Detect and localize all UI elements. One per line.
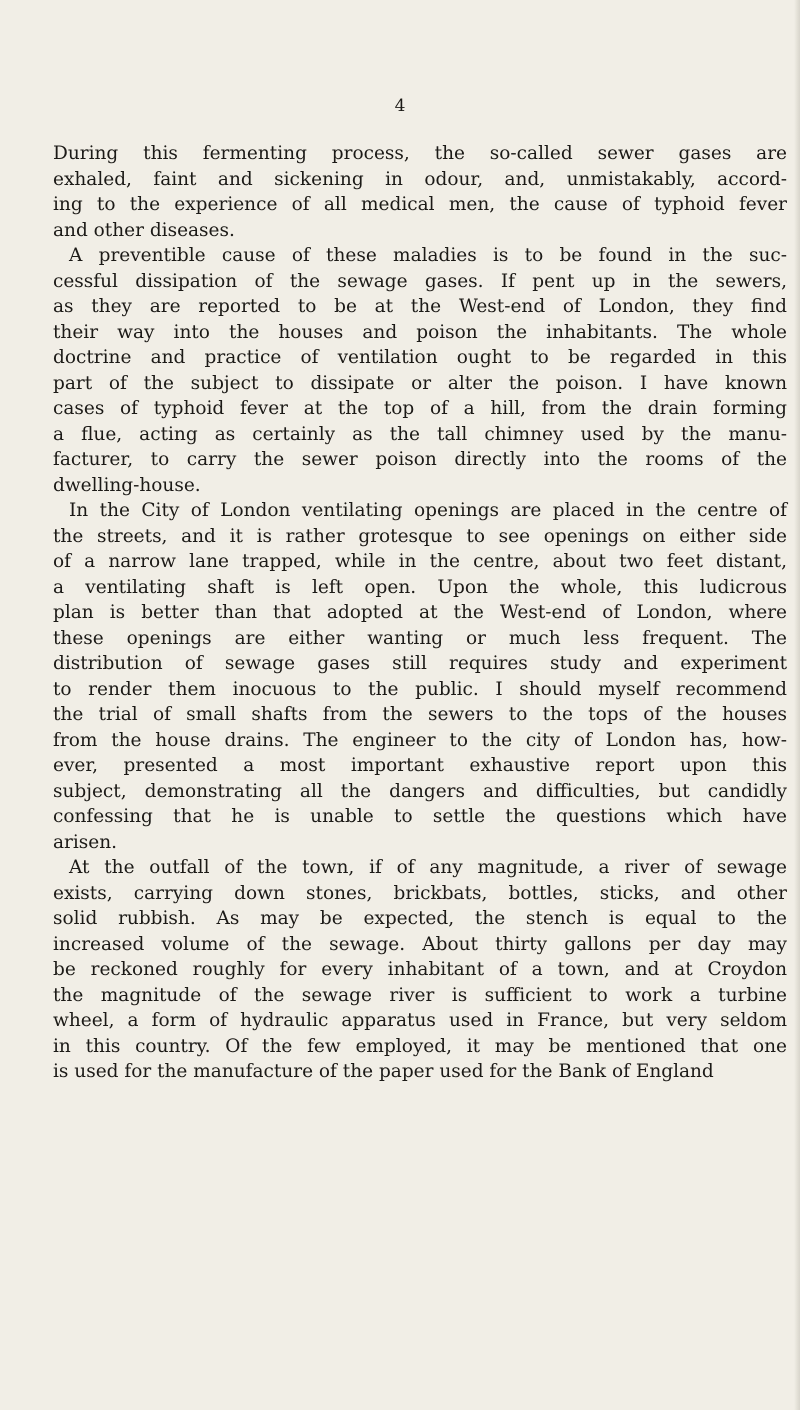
text-line: solid rubbish. As may be expected, the stench is equal to the (53, 908, 787, 929)
text-line: is used for the manufacture of the paper used for the Bank of England (53, 1061, 714, 1082)
text-line: the trial of small shafts from the sewers to the tops of the houses (53, 704, 787, 725)
text-line: distribution of sewage gases still requires study and experiment (53, 653, 787, 674)
text-line: cases of typhoid fever at the top of a hill, from the drain forming (53, 398, 787, 419)
text-line: exhaled, faint and sickening in odour, and, unmistakably, accord- (53, 168, 787, 190)
text-line: In the City of London ventilating openings are placed in the centre of (69, 500, 787, 521)
text-line: the magnitude of the sewage river is sufficient to work a turbine (53, 984, 787, 1006)
text-line: confessing that he is unable to settle the questions which have (53, 806, 787, 827)
text-line: increased volume of the sewage. About thirty gallons per day may (53, 933, 787, 955)
text-line: to render them inocuous to the public. I should myself recommend (53, 678, 787, 700)
text-line: the streets, and it is rather grotesque to see openings on either side (53, 525, 787, 547)
text-line: subject, demonstrating all the dangers and difficulties, but candidly (53, 780, 787, 802)
text-line: During this fermenting process, the so-called sewer gases are (53, 143, 787, 164)
paragraph (53, 855, 787, 1085)
paragraph (53, 243, 787, 498)
text-line: be reckoned roughly for every inhabitant of a town, and at Croydon (53, 959, 787, 980)
text-line: these openings are either wanting or much less frequent. The (53, 627, 787, 649)
page-edge-shadow (794, 0, 800, 1410)
text-line: ing to the experience of all medical men, the cause of typhoid fever (53, 194, 787, 215)
text-line: a flue, acting as certainly as the tall chimney used by the manu- (53, 423, 787, 445)
text-line: cessful dissipation of the sewage gases. If pent up in the sewers, (53, 270, 787, 292)
page-number: 4 (394, 96, 406, 116)
text-line: exists, carrying down stones, brickbats, bottles, sticks, and other (53, 882, 787, 904)
text-line: dwelling-house. (53, 474, 201, 496)
body-text (53, 141, 787, 1085)
paragraph (53, 141, 787, 243)
text-line: facturer, to carry the sewer poison directly into the rooms of the (53, 449, 787, 470)
text-line: of a narrow lane trapped, while in the centre, about two feet distant, (53, 551, 787, 572)
text-line: part of the subject to dissipate or alter the poison. I have known (53, 372, 787, 394)
text-line: doctrine and practice of ventilation ought to be regarded in this (53, 347, 787, 368)
text-line: as they are reported to be at the West-end of London, they find (53, 296, 787, 317)
text-line: arisen. (53, 831, 118, 853)
text-line: A preventible cause of these maladies is to be found in the suc- (69, 245, 787, 266)
text-line: plan is better than that adopted at the West-end of London, where (53, 602, 787, 623)
text-line: and other diseases. (53, 219, 235, 241)
text-line: their way into the houses and poison the inhabitants. The whole (53, 321, 787, 343)
text-line: from the house drains. The engineer to the city of London has, how- (53, 729, 787, 751)
paragraph (53, 498, 787, 855)
text-line: a ventilating shaft is left open. Upon the whole, this ludicrous (53, 576, 787, 598)
text-line: in this country. Of the few employed, it may be mentioned that one (53, 1035, 787, 1057)
text-line: wheel, a form of hydraulic apparatus used in France, but very seldom (53, 1010, 787, 1031)
text-line: ever, presented a most important exhaustive report upon this (53, 755, 787, 776)
text-line: At the outfall of the town, if of any magnitude, a river of sewage (69, 857, 787, 878)
